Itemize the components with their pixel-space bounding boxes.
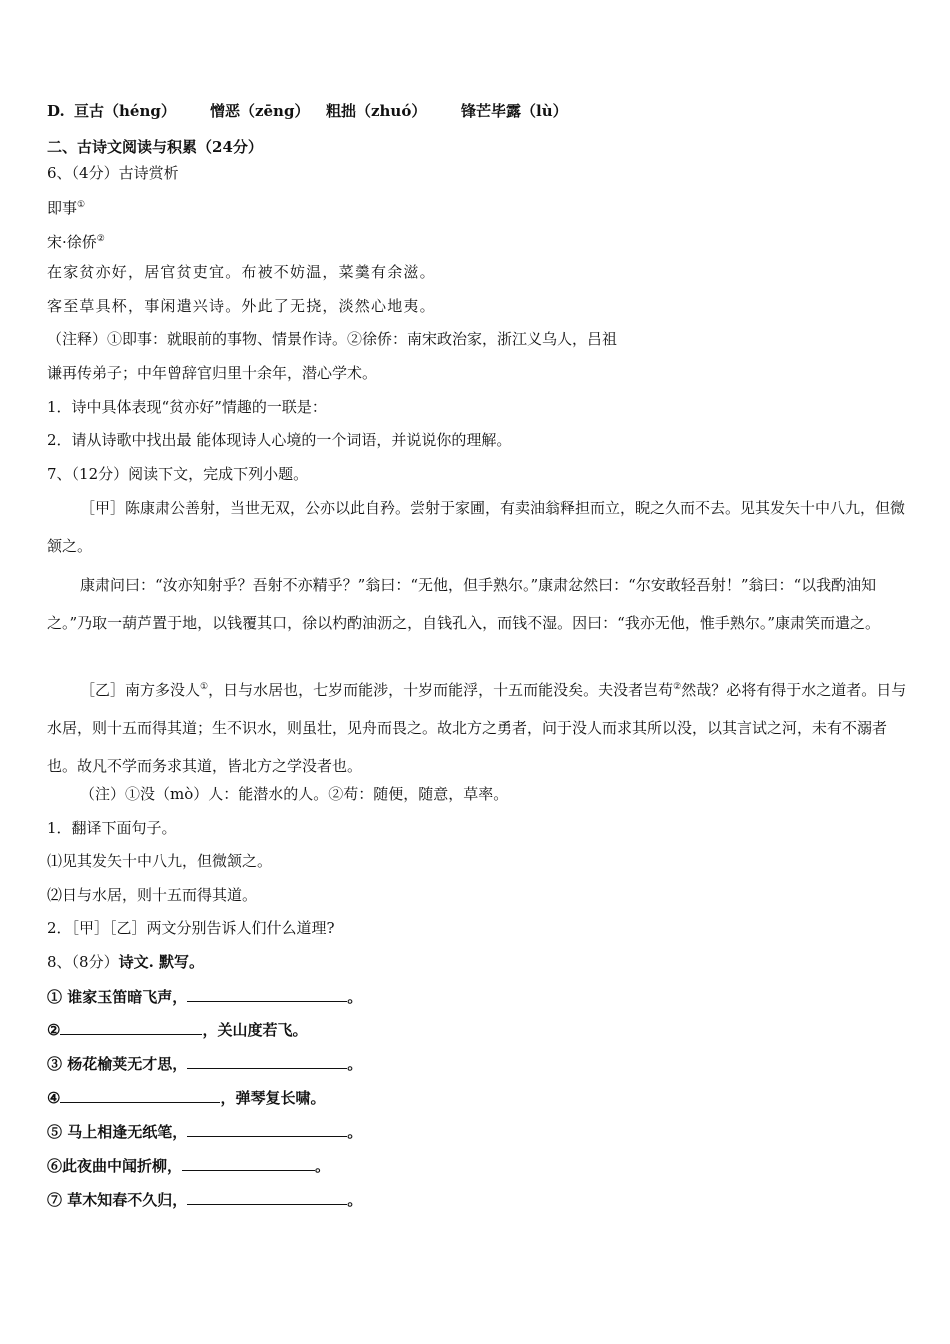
- item-text-before: 此夜曲中闻折柳，: [62, 1157, 183, 1175]
- option-d-item: 亘古（héng）: [74, 102, 176, 120]
- option-d-line: [47, 100, 568, 122]
- q7-sentence: ⑵日与水居，则十五而得其道。: [47, 886, 258, 904]
- option-d-item: 锋芒毕露（lù）: [461, 102, 568, 120]
- passage-yi-paragraph: [47, 668, 907, 785]
- footnote-marker: ①: [77, 200, 86, 210]
- q8-header-prefix: 8、（8分）: [47, 953, 119, 971]
- item-text-after: 。: [315, 1157, 331, 1175]
- passage-jia-paragraph: ［甲］陈康肃公善射，当世无双，公亦以此自矜。尝射于家圃，有卖油翁释担而立，睨之久而不去。见其发矢十中八九，但微颔之。: [47, 499, 906, 555]
- recitation-item: [47, 1086, 325, 1109]
- q6-subquestion: 1．诗中具体表现“贫亦好”情趣的一联是：: [47, 398, 327, 416]
- answer-blank[interactable]: [187, 985, 347, 1002]
- option-d-label: D.: [47, 102, 65, 120]
- passage-yi-text: ［乙］南方多没人: [80, 681, 201, 699]
- answer-blank[interactable]: [60, 1018, 202, 1035]
- q8-header: [47, 951, 204, 973]
- item-number: ②: [47, 1021, 61, 1039]
- item-text-before: 草木知春不久归，: [62, 1191, 188, 1209]
- item-number: ⑤: [47, 1123, 63, 1141]
- item-number: ①: [47, 988, 63, 1006]
- answer-blank[interactable]: [187, 1052, 347, 1069]
- item-text-after: 。: [347, 988, 363, 1006]
- recitation-item: [47, 1018, 307, 1041]
- item-number: ③: [47, 1055, 63, 1073]
- poem-notes: 谦再传弟子；中年曾辞官归里十余年，潜心学术。: [47, 364, 378, 382]
- section-title: 二、古诗文阅读与积累（24分）: [47, 138, 263, 156]
- q6-header: 6、（4分）古诗赏析: [47, 164, 179, 182]
- item-text-after: ，弹琴复长啸。: [220, 1089, 326, 1107]
- footnote-marker: ②: [96, 234, 105, 244]
- poem-notes: （注释）①即事：就眼前的事物、情景作诗。②徐侨：南宋政治家，浙江义乌人，吕祖: [47, 330, 618, 348]
- poem-title-text: 即事: [47, 199, 78, 217]
- q7-note: （注）①没（mò）人：能潜水的人。②苟：随便，随意，草率。: [80, 785, 509, 803]
- passage-jia-paragraph: 康肃问曰：“汝亦知射乎？吾射不亦精乎？”翁曰：“无他，但手熟尔。”康肃忿然曰：“尔安敢轻吾射！”翁曰：“以我酌油知之。”乃取一葫芦置于地，以钱覆其口，徐以杓酌油沥之，自钱孔入，而钱不湿。因曰：“我亦无他，惟手熟尔。”康肃笑而遣之。: [47, 576, 881, 632]
- poem-author: [47, 228, 105, 253]
- q8-header-title: 诗文. 默写。: [118, 953, 205, 971]
- q7-subquestion: 2．［甲］［乙］两文分别告诉人们什么道理?: [47, 919, 335, 937]
- recitation-item: [47, 1154, 330, 1177]
- footnote-marker: ①: [200, 682, 209, 692]
- item-text-after: 。: [347, 1123, 363, 1141]
- q6-subquestion: 2．请从诗歌中找出最 能体现诗人心境的一个词语，并说说你的理解。: [47, 431, 512, 449]
- item-number: ⑦: [47, 1191, 63, 1209]
- answer-blank[interactable]: [60, 1086, 220, 1103]
- answer-blank[interactable]: [187, 1188, 347, 1205]
- item-text-after: ，关山度若飞。: [202, 1021, 308, 1039]
- answer-blank[interactable]: [182, 1154, 315, 1171]
- item-text-before: 马上相逢无纸笔，: [62, 1123, 188, 1141]
- q7-subquestion: 1．翻译下面句子。: [47, 819, 177, 837]
- recitation-item: [47, 985, 362, 1008]
- item-text-after: 。: [347, 1055, 363, 1073]
- poem-line: 在家贫亦好，居官贫吏宜。布被不妨温，菜羹有余滋。: [47, 263, 436, 281]
- poem-line: 客至草具杯，事闲遣兴诗。外此了无挠，淡然心地夷。: [47, 297, 436, 315]
- answer-blank[interactable]: [187, 1120, 347, 1137]
- item-number: ⑥: [47, 1157, 63, 1175]
- item-text-before: 杨花榆荚无才思，: [62, 1055, 188, 1073]
- item-text-after: 。: [347, 1191, 363, 1209]
- poem-title: [47, 194, 85, 219]
- poem-author-text: 宋·徐侨: [47, 233, 97, 251]
- item-number: ④: [47, 1089, 61, 1107]
- recitation-item: [47, 1120, 362, 1143]
- recitation-item: [47, 1188, 362, 1211]
- passage-yi-text: ，日与水居也，七岁而能涉，十岁而能浮，十五而能没矣。夫没者岂苟: [208, 681, 674, 699]
- q7-header: 7、（12分）阅读下文，完成下列小题。: [47, 465, 309, 483]
- q7-sentence: ⑴见其发矢十中八九，但微颔之。: [47, 852, 273, 870]
- footnote-marker: ②: [673, 682, 682, 692]
- item-text-before: 谁家玉笛暗飞声，: [62, 988, 188, 1006]
- option-d-item: 粗拙（zhuó）: [326, 102, 427, 120]
- recitation-item: [47, 1052, 362, 1075]
- option-d-item: 憎恶（zēng）: [210, 102, 310, 120]
- passage-yi-text: 然哉？必将有得于水之道者。日与水居，则十五而得其道；生不识水，则虽壮，见舟而畏之。故北方之勇者，问于没人而求其所以没，以其言试之河，未有不溺者也。故凡不学而务求其道，皆北方之学没者也。: [47, 681, 907, 775]
